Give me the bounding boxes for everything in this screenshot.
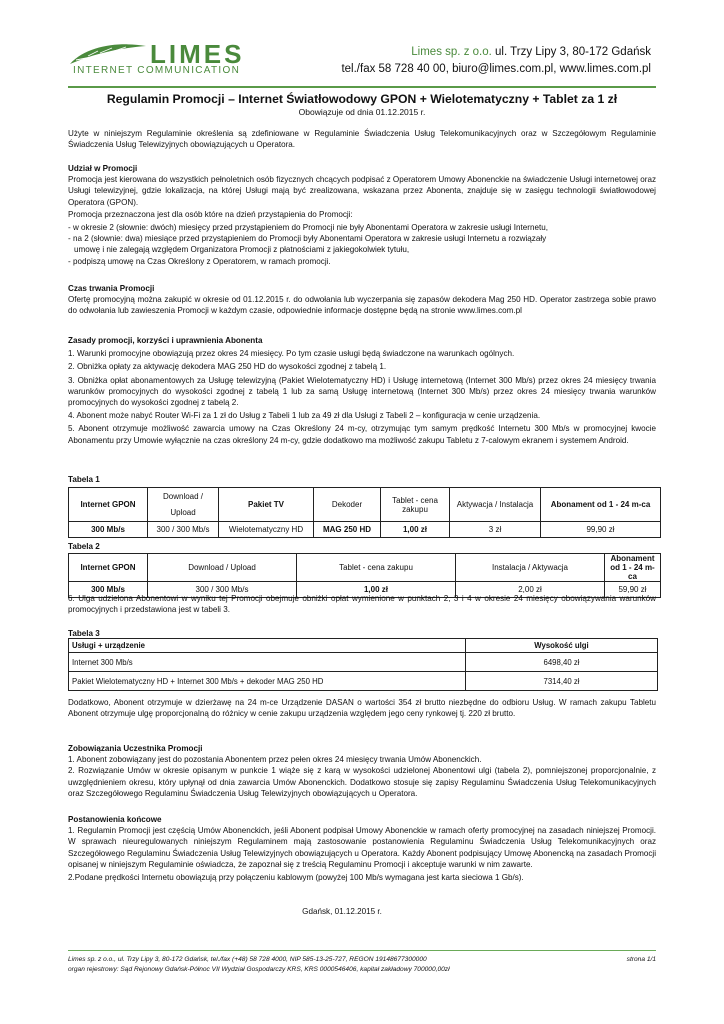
section-heading: Zasady promocji, korzyści i uprawnienia Abonenta [68,336,263,345]
document-title: Regulamin Promocji – Internet Światłowodowy GPON + Wielotematyczny + Tablet za 1 zł [106,92,618,106]
list-item: - w okresie 2 (słownie: dwóch) miesięcy przed przystąpieniem do Promocji nie były Abonentami Operatora w zakresie usługi Internetu, [68,223,548,233]
paragraph: 2.Podane prędkości Internetu obowiązują przy połączeniu kablowym (powyżej 100 Mb/s wymagana jest karta sieciowa 1 Gb/s). [68,873,524,883]
header-divider [68,86,656,88]
table-header-cell: Instalacja / Aktywacja [456,554,605,582]
paragraph: 1. Abonent zobowiązany jest do pozostania Abonentem przez pełen okres 24 miesięcy trwania Umów Abonenckich. [68,755,482,765]
table-cell: 3 zł [450,522,541,538]
table-header-cell: Tablet - cena zakupu [297,554,456,582]
paragraph: 2. Rozwiązanie Umów w okresie opisanym w punkcie 1 wiąże się z karą w wysokości udzielonej Abonentowi ulgi (tabela 2), pomniejszonej proporcjonalnie, z uwzględnieniem okresu, który upłynął od dnia zawarcia Umów Abonenckich. Dodatkowo stosuje się zapisy Regulaminu Świadczenia Usług Telekomunikacyjnych oraz Szczegółowego Regulaminu Świadczenia Usług Telewizyjnych obowiązujących u Operatora. [68,766,656,798]
page-number: strona 1/1 [626,956,656,963]
table-cell: 300 / 300 Mb/s [148,522,219,538]
table-header-cell: Pakiet TV [219,488,314,522]
paragraph: 1. Regulamin Promocji jest częścią Umów Abonenckich, jeśli Abonent podpisał Umowy Abonenckie w ramach oferty promocyjnej na zasadach niniejszej Promocji. W sprawach nieuregulowanych niniejszym Regulaminem mają zastosowanie postanowienia Regulaminu Świadczenia Usług Telekomunikacyjnych oraz Szczegółowego Regulaminu Świadczenia Usług Telewizyjnych obowiązujących u Operatora. Każdy Abonent podpisujący Umowę Abonencką na zasadach Promocji opisanej w niniejszym Regulaminie oświadcza, że zapoznał się z treścią Regulaminu Promocji i akceptuje warunki w nim zawarte. [68,826,656,869]
company-header [341,44,651,78]
table-row [69,672,658,691]
table-cell: Internet 300 Mb/s [69,653,466,672]
section-zobowiazania [68,743,656,799]
intro-text: Użyte w niniejszym Regulaminie określenia są zdefiniowane w Regulaminie Świadczenia Usług Telekomunikacyjnych oraz w Szczegółowym Regulaminie Świadczenia Usług Telewizyjnych obowiązujących u Operatora. [68,129,656,150]
section-zasady [68,335,656,446]
section-heading: Udział w Promocji [68,164,138,173]
table-header-cell: Abonament od 1 - 24 m-ca [605,554,661,582]
table-cell: 7314,40 zł [466,672,658,691]
paragraph: Ofertę promocyjną można zakupić w okresie od 01.12.2015 r. do odwołania lub wyczerpania się zapasów dekodera Mag 250 HD. Operator zastrzega sobie prawo do odwołania lub zawieszenia Promocji w każdym czasie, odpowiednie informacje dostępne będą na stronie www.limes.com.pl [68,295,656,316]
table-header-cell: Download / Upload [148,554,297,582]
company-name: Limes sp. z o.o. [411,46,492,58]
table2-caption: Tabela 2 [68,542,100,551]
table-cell: 6498,40 zł [466,653,658,672]
section-heading: Czas trwania Promocji [68,284,155,293]
table-header-row [69,554,661,582]
company-address: ul. Trzy Lipy 3, 80-172 Gdańsk [491,46,651,58]
section-udzial [68,163,656,267]
table-cell: 1,00 zł [297,582,456,598]
paragraph: Promocja przeznaczona jest dla osób które na dzień przystąpienia do Promocji: [68,209,353,219]
paragraph: Dodatkowo, Abonent otrzymuje w dzierżawę na 24 m-ce Urządzenie DASAN o wartości 354 zł brutto niezbędne do odbioru Usług. W ramach zakupu Tabletu Abonent otrzymuje ulgę proporcjonalną do różnicy w cenie zakupu urządzenia względem jego ceny rynkowej tj. 220 zł brutto. [68,698,656,719]
table-cell: MAG 250 HD [314,522,381,538]
paragraph: 6. Ulga udzielona Abonentowi w wyniku tej Promocji obejmuje obniżki opłat wymienione w punktach 2, 3 i 4 w okresie 24 miesięcy obowiązywania warunków promocyjnych i przedstawiona jest w tabeli 3. [68,594,656,615]
footer-line: Limes sp. z o.o., ul. Trzy Lipy 3, 80-172 Gdańsk, tel./fax (+48) 58 728 4000, NIP 585-13-25-727, REGON 19148677300000 [68,956,427,963]
after-tables-paragraph [68,593,656,615]
list-item: 1. Warunki promocyjne obowiązują przez okres 24 miesięcy. Po tym czasie usługi będą świadczone na warunkach ogólnych. [68,349,515,359]
table-3 [68,638,658,691]
table-cell: 99,90 zł [541,522,661,538]
table-header-cell: Internet GPON [69,488,148,522]
table-header-row [69,488,661,522]
table-cell: 300 / 300 Mb/s [148,582,297,598]
table-header-cell: Tablet - cena zakupu [381,488,450,522]
company-contact: tel./fax 58 728 40 00, biuro@limes.com.pl, www.limes.com.pl [341,63,651,75]
table-cell: Wielotematyczny HD [219,522,314,538]
table1-caption: Tabela 1 [68,475,100,484]
table-cell: 300 Mb/s [69,582,148,598]
document-subtitle: Obowiązuje od dnia 01.12.2015 r. [298,107,426,117]
table-cell: 1,00 zł [381,522,450,538]
table-header-row [69,639,658,653]
table-1 [68,487,661,538]
page-footer [68,955,656,975]
table-header-cell: Abonament od 1 - 24 m-ca [541,488,661,522]
table-header-cell: Dekoder [314,488,381,522]
table-2 [68,553,661,598]
list-item: 2. Obniżka opłaty za aktywację dekodera MAG 250 HD do wysokości zgodnej z tabelą 1. [68,362,387,372]
section-postanowienia [68,814,656,883]
table-cell: 2,00 zł [456,582,605,598]
intro-paragraph [68,128,656,150]
list-item: - na 2 (słownie: dwa) miesiące przed przystąpieniem do Promocji były Abonentami Operatora w zakresie usługi Internetu a rozwiązały [68,234,547,244]
table-header-cell: Download / Upload [148,488,219,522]
footer-divider [68,950,656,951]
list-item: 4. Abonent może nabyć Router Wi-Fi za 1 zł do Usług z Tabeli 1 lub za 49 zł dla Usługi z Tabeli 2 – konfiguracja w cenie urządzenia. [68,411,541,421]
list-item: 5. Abonent otrzymuje możliwość zawarcia umowy na Czas Określony 24 m-cy, otrzymując tym samym prędkość Internetu 300 Mb/s w promocyjnej kwocie Abonamentu przy Umowie wyłącznie na czas określony 24 m-cy, gdzie dodatkowo ma możliwość zakupu Tabletu z 7-calowym ekranem i systemem Android. [68,424,656,445]
section-heading: Zobowiązania Uczestnika Promocji [68,744,203,753]
table-header-cell: Internet GPON [69,554,148,582]
list-item: 3. Obniżka opłat abonamentowych za Usługę telewizyjną (Pakiet Wielotematyczny HD) i Usługę internetową (Internet 300 Mb/s) przez okres 24 miesięcy trwania warunków promocyjnych do wysokości zgodnej z tabelą 1 lub za samą Usługę internetową (Internet 300 Mb/s) przez okres 24 miesięcy trwania warunków promocyjnych do wysokości zgodnej z tabelą 2. [68,375,656,408]
table3-caption: Tabela 3 [68,629,100,638]
table-cell: 300 Mb/s [69,522,148,538]
footer-line: organ rejestrowy: Sąd Rejonowy Gdańsk-Północ VII Wydział Gospodarczy KRS, KRS 0000546406, kapitał zakładowy 700000,00zł [68,966,450,973]
table-cell: Pakiet Wielotematyczny HD + Internet 300 Mb/s + dekoder MAG 250 HD [69,672,466,691]
table-header-cell: Aktywacja / Instalacja [450,488,541,522]
section-heading: Postanowienia końcowe [68,815,162,824]
list-item: - podpiszą umowę na Czas Określony z Operatorem, w ramach promocji. [68,256,331,266]
table-row [69,522,661,538]
paragraph: Promocja jest kierowana do wszystkich pełnoletnich osób fizycznych chcących podpisać z Operatorem Umowy Abonenckie na świadczenie Usługi internetowej oraz Usługi telewizyjnej, gdzie lokalizacja, na której Usługi mają być zrealizowana, wskazana przez Abonenta, znajduje się w zasięgu technologii światłowodowej Operatora (GPON). [68,175,656,207]
list-item: umowę i nie zalegają względem Organizatora Promocji z płatnościami z jakiegokolwiek tytułu, [74,245,410,255]
table-header-cell: Wysokość ulgi [466,639,658,653]
limes-logo [68,40,248,80]
dodatkowo-paragraph [68,697,656,719]
table-cell: 59,90 zł [605,582,661,598]
logo-tagline: INTERNET COMMUNICATION [73,65,241,76]
section-czas [68,283,656,317]
place-date: Gdańsk, 01.12.2015 r. [302,907,382,916]
table-header-cell: Usługi + urządzenie [69,639,466,653]
table-row [69,653,658,672]
logo-wordmark: LIMES [150,39,245,69]
